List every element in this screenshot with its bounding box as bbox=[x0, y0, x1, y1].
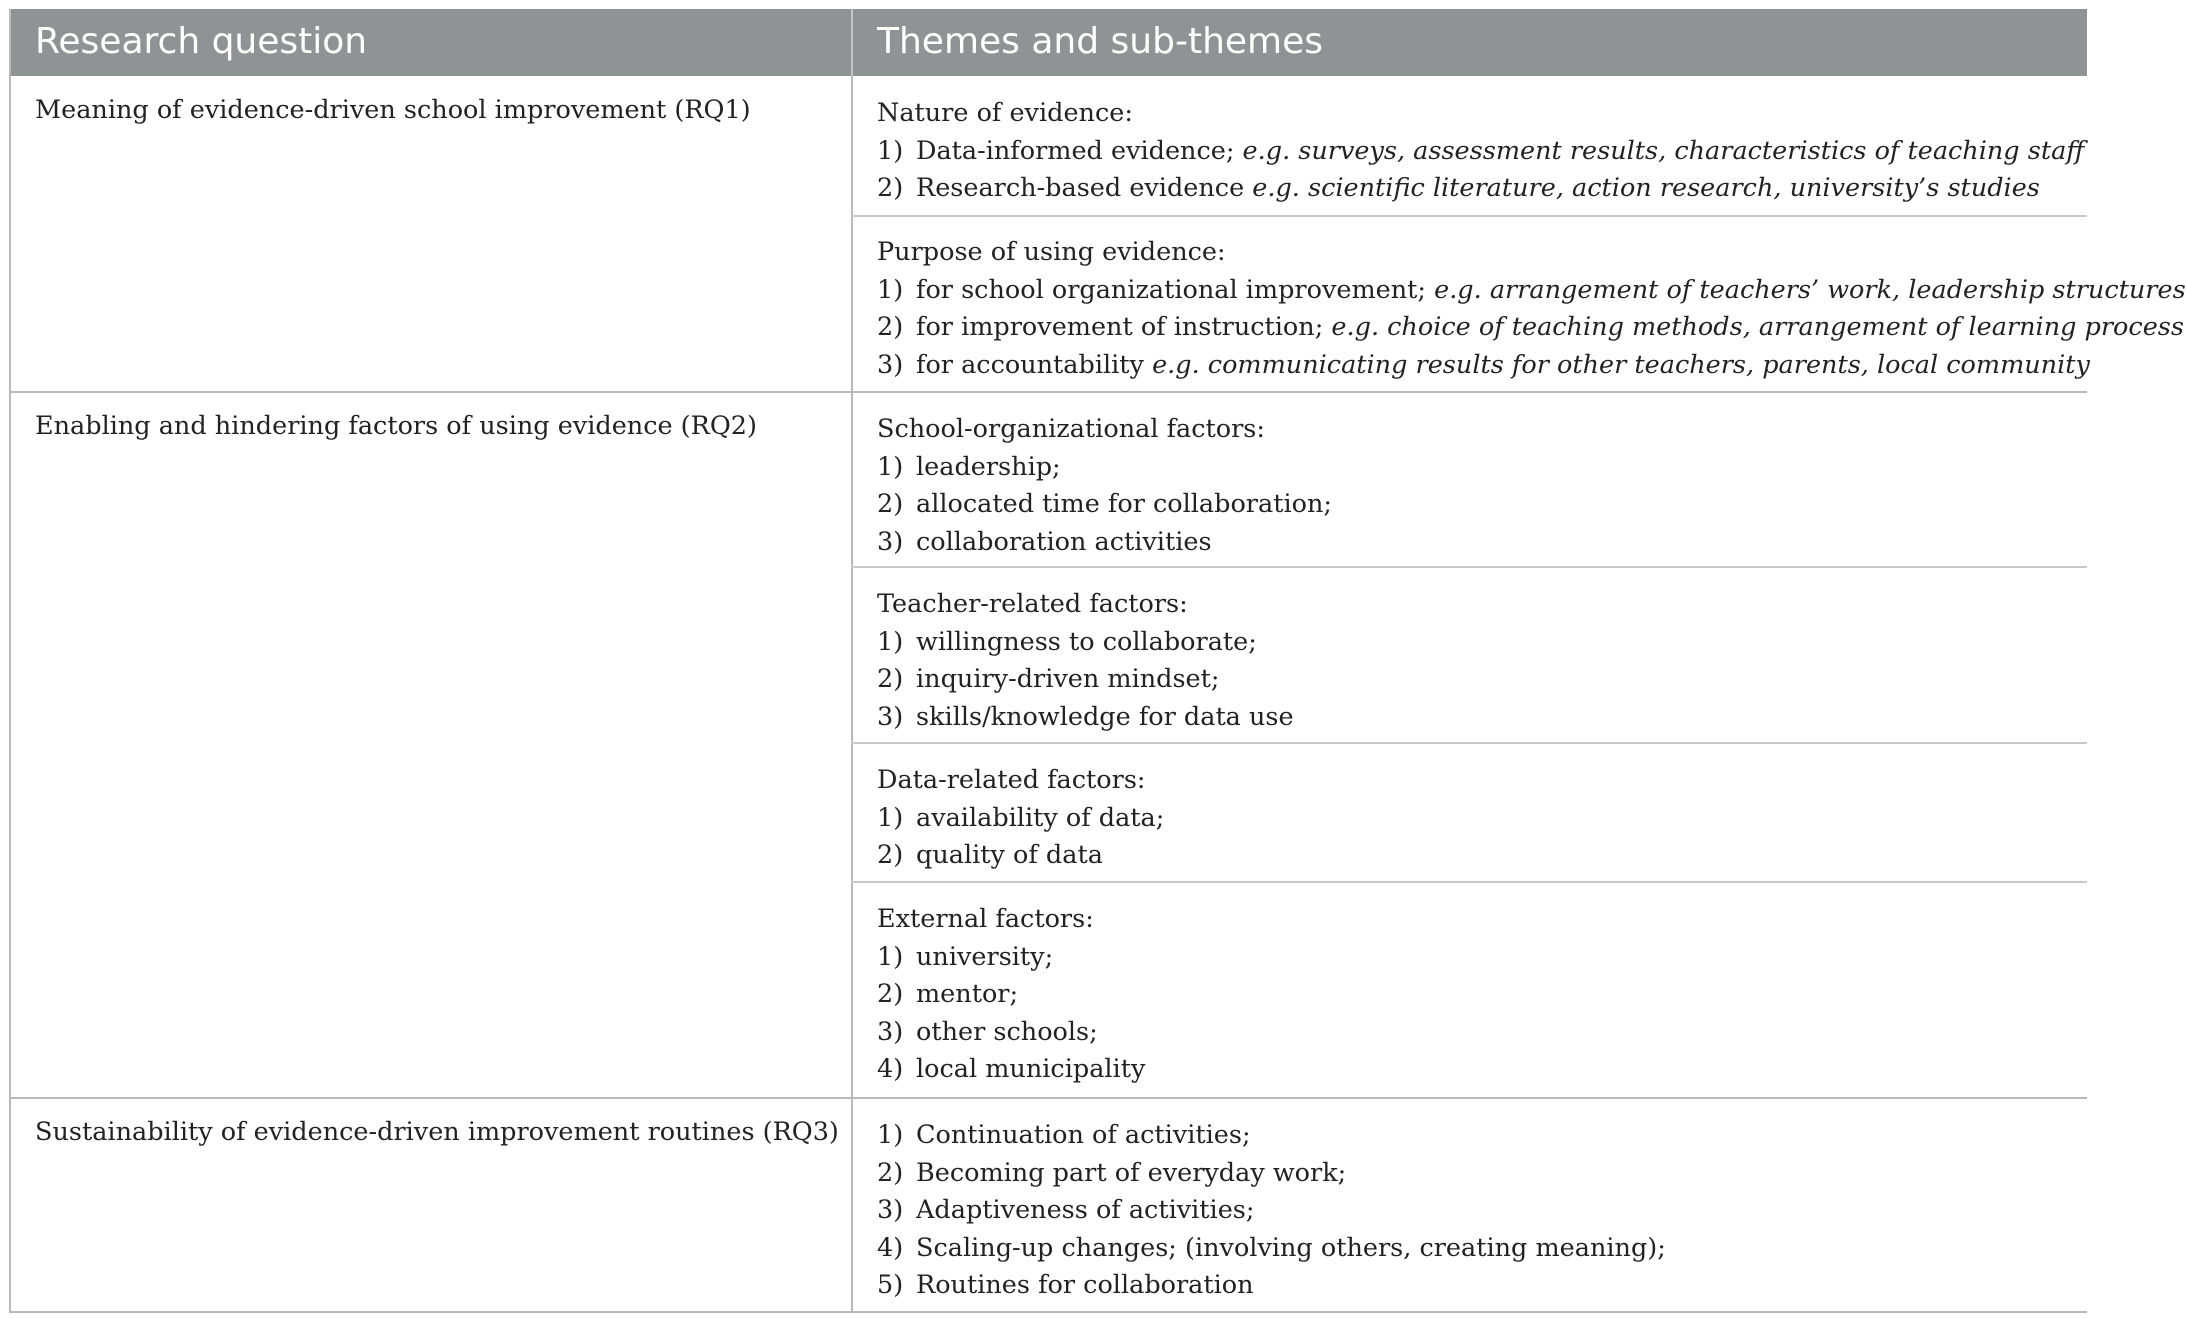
list-item bbox=[877, 661, 2087, 699]
item-text: for improvement of instruction; bbox=[916, 312, 1332, 342]
list-item bbox=[877, 1230, 2087, 1268]
item-number: 1) bbox=[877, 941, 904, 972]
item-number: 3) bbox=[877, 1195, 904, 1225]
item-number: 4) bbox=[877, 1232, 904, 1263]
header-themes: Themes and sub-themes bbox=[877, 21, 1324, 62]
list-item bbox=[877, 486, 2087, 524]
item-text: skills/knowledge for data use bbox=[916, 701, 1294, 732]
themes-table bbox=[9, 9, 2186, 1313]
list-item bbox=[877, 1192, 2087, 1230]
item-number: 2) bbox=[877, 840, 904, 870]
theme-group-title: External factors: bbox=[877, 904, 1094, 934]
group-divider bbox=[851, 215, 2087, 217]
theme-group-title: School-organizational factors: bbox=[877, 414, 1265, 444]
item-text: quality of data bbox=[916, 840, 1103, 870]
list-item bbox=[877, 939, 2087, 977]
item-number: 2) bbox=[877, 489, 904, 519]
item-text: inquiry-driven mindset; bbox=[916, 664, 1220, 694]
theme-group bbox=[877, 586, 2087, 736]
item-number: 2) bbox=[877, 664, 904, 694]
list-item bbox=[877, 1014, 2087, 1052]
item-text: allocated time for collaboration; bbox=[916, 489, 1332, 519]
item-number: 1) bbox=[877, 451, 904, 482]
list-item bbox=[877, 699, 2087, 737]
theme-group bbox=[877, 95, 2087, 208]
item-number: 1) bbox=[877, 1120, 904, 1150]
item-text: for school organizational improvement; bbox=[916, 274, 1435, 305]
list-item bbox=[877, 624, 2087, 662]
item-example: e.g. scientific literature, action research, university’s studies bbox=[1252, 173, 2040, 203]
table-header bbox=[11, 9, 2087, 76]
list-item bbox=[877, 170, 2087, 208]
item-example: e.g. arrangement of teachers’ work, leadership structures bbox=[1434, 274, 2186, 305]
item-text: mentor; bbox=[916, 979, 1019, 1009]
group-divider bbox=[851, 742, 2087, 744]
item-text: Data-informed evidence; bbox=[916, 135, 1243, 166]
item-number: 4) bbox=[877, 1054, 904, 1084]
list-item bbox=[877, 347, 2090, 385]
item-text: for accountability bbox=[916, 349, 1153, 380]
item-number: 3) bbox=[877, 349, 904, 380]
theme-group-title: Nature of evidence: bbox=[877, 98, 1133, 128]
item-text: Continuation of activities; bbox=[916, 1120, 1251, 1150]
list-item bbox=[877, 1155, 2087, 1193]
list-item bbox=[877, 449, 2087, 487]
item-number: 2) bbox=[877, 1157, 904, 1188]
list-item bbox=[877, 524, 2087, 562]
item-text: Scaling-up changes; (involving others, creating meaning); bbox=[916, 1232, 1666, 1263]
theme-group bbox=[877, 901, 2087, 1089]
group-divider bbox=[851, 566, 2087, 568]
item-text: Research-based evidence bbox=[916, 173, 1253, 203]
item-number: 3) bbox=[877, 526, 904, 557]
item-number: 1) bbox=[877, 626, 904, 657]
item-number: 3) bbox=[877, 1016, 904, 1047]
item-text: university; bbox=[916, 941, 1054, 972]
item-example: e.g. communicating results for other teachers, parents, local community bbox=[1152, 349, 2090, 380]
list-item bbox=[877, 837, 2087, 875]
item-number: 2) bbox=[877, 312, 904, 342]
item-number: 5) bbox=[877, 1270, 904, 1300]
theme-group bbox=[877, 1117, 2087, 1305]
list-item bbox=[877, 309, 2184, 347]
item-text: collaboration activities bbox=[916, 526, 1212, 557]
research-question-rq3: Sustainability of evidence-driven improvement routines (RQ3) bbox=[35, 1117, 839, 1147]
item-example: e.g. choice of teaching methods, arrangement of learning process bbox=[1331, 312, 2184, 342]
item-text: leadership; bbox=[916, 451, 1061, 482]
row-divider bbox=[11, 1097, 2087, 1099]
item-text: Adaptiveness of activities; bbox=[916, 1195, 1255, 1225]
list-item bbox=[877, 976, 2087, 1014]
list-item bbox=[877, 133, 2087, 171]
theme-group bbox=[877, 762, 2087, 875]
list-item bbox=[877, 1051, 2087, 1089]
item-text: local municipality bbox=[916, 1054, 1146, 1084]
item-number: 1) bbox=[877, 802, 904, 833]
item-text: other schools; bbox=[916, 1016, 1098, 1047]
item-text: Becoming part of everyday work; bbox=[916, 1157, 1347, 1188]
item-number: 1) bbox=[877, 135, 904, 166]
item-number: 1) bbox=[877, 274, 904, 305]
item-example: e.g. surveys, assessment results, characteristics of teaching staff bbox=[1242, 135, 2085, 166]
item-text: availability of data; bbox=[916, 802, 1165, 833]
list-item bbox=[877, 800, 2087, 838]
group-divider bbox=[851, 881, 2087, 883]
list-item bbox=[877, 1117, 2087, 1155]
header-divider bbox=[851, 9, 853, 76]
row-divider bbox=[11, 391, 2087, 393]
header-research-question: Research question bbox=[35, 21, 368, 62]
theme-group bbox=[877, 411, 2087, 561]
column-divider bbox=[851, 76, 853, 1311]
research-question-rq1: Meaning of evidence-driven school improvement (RQ1) bbox=[35, 95, 751, 125]
item-number: 3) bbox=[877, 701, 904, 732]
list-item bbox=[877, 272, 2186, 310]
item-number: 2) bbox=[877, 173, 904, 203]
theme-group bbox=[877, 234, 2186, 384]
research-question-rq2: Enabling and hindering factors of using evidence (RQ2) bbox=[35, 411, 757, 441]
theme-group-title: Purpose of using evidence: bbox=[877, 237, 1226, 267]
theme-group-title: Teacher-related factors: bbox=[877, 589, 1188, 619]
theme-group-title: Data-related factors: bbox=[877, 765, 1146, 795]
item-text: Routines for collaboration bbox=[916, 1270, 1254, 1300]
item-number: 2) bbox=[877, 979, 904, 1009]
list-item bbox=[877, 1267, 2087, 1305]
item-text: willingness to collaborate; bbox=[916, 626, 1257, 657]
